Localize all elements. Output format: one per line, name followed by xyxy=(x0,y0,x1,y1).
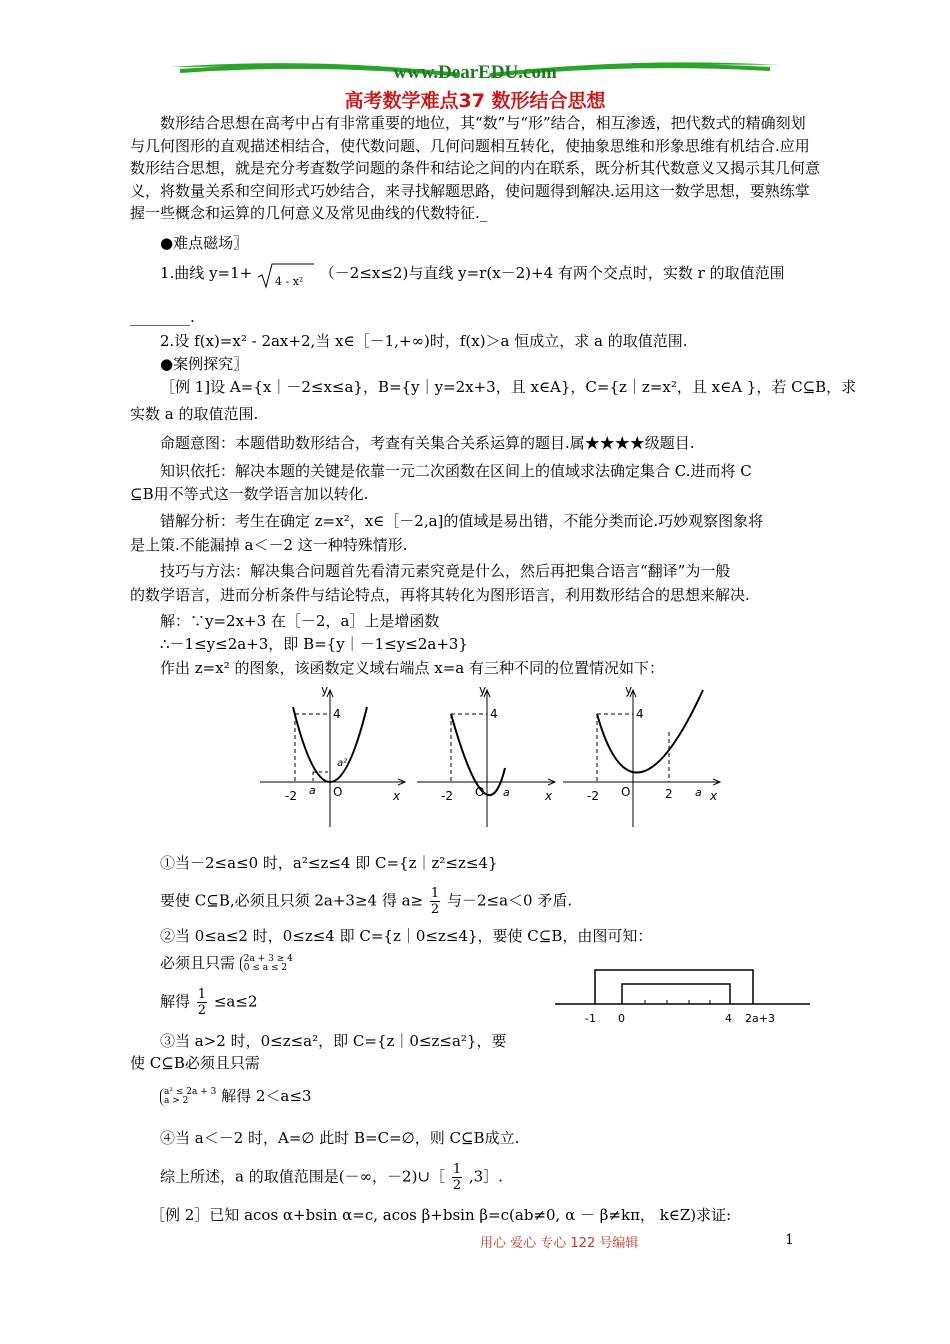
graph1-origin: O xyxy=(333,785,343,799)
case4-line: ④当 a＜－2 时，A=∅ 此时 B=C=∅，则 C⊆B成立. xyxy=(160,1129,520,1147)
example1-skill-1: 技巧与方法：解决集合问题首先看清元素究竟是什么，然后再把集合语言“翻译”为一般 xyxy=(160,562,731,580)
footer-text: 用心 爱心 专心 122 号编辑 xyxy=(480,1236,639,1251)
case1-line2-b: 与－2≤a＜0 矛盾. xyxy=(446,891,573,910)
solution-line-2: ∴－1≤y≤2a+3，即 B={y｜－1≤y≤2a+3} xyxy=(160,635,468,653)
fraction-denominator: 2 xyxy=(452,1178,462,1193)
graph3-origin: O xyxy=(621,785,631,799)
case2-line1: ②当 0≤a≤2 时，0≤z≤4 即 C={z｜0≤z≤4}，要使 C⊆B，由图可知： xyxy=(160,927,653,945)
case2-solve-label: 解得 xyxy=(160,992,191,1011)
graph-case-3 xyxy=(563,683,720,827)
graph3-label-a: a xyxy=(695,786,702,799)
graph2-label-a: a xyxy=(503,786,510,799)
graph1-tick-4: 4 xyxy=(333,707,341,721)
fraction-numerator: 1 xyxy=(197,987,207,1002)
graph2-tick-4: 4 xyxy=(490,707,498,721)
case3-line3 xyxy=(160,1085,311,1107)
question-2: 2.设 f(x)=x² - 2ax+2,当 x∈［－1,+∞)时，f(x)＞a 恒成立，求 a 的取值范围. xyxy=(160,332,688,350)
case2-line2 xyxy=(160,952,293,974)
graph2-parabola xyxy=(451,714,505,795)
graph3-tick-4: 4 xyxy=(636,707,644,721)
section-case-heading: ●案例探究〗 xyxy=(160,355,249,373)
example1-error-1: 错解分析：考生在确定 z=x²，x∈［－2,a]的值域是易出错，不能分类而论.巧妙观察图象将 xyxy=(160,512,764,530)
numberline-tick-0: 0 xyxy=(618,1012,625,1025)
interval-C-bracket xyxy=(622,984,730,1004)
case2-solve-result: ≤a≤2 xyxy=(213,992,258,1011)
graph3-y-label: y xyxy=(625,683,633,697)
page-title: 高考数学难点37 数形结合思想 xyxy=(344,90,606,112)
graph1-x-label: x xyxy=(393,789,401,803)
example1-intent: 命题意图：本题借助数形结合，考查有关集合关系运算的题目.属★★★★级题目. xyxy=(160,434,695,452)
fraction-numerator: 1 xyxy=(430,886,440,901)
case3-result: 解得 2＜a≤3 xyxy=(221,1087,312,1105)
case3-line1: ③当 a>2 时，0≤z≤a²，即 C={z｜0≤z≤a²}，要 xyxy=(160,1032,507,1050)
example1-line1: ［例 1]设 A={x｜－2≤x≤a}，B={y｜y=2x+3，且 x∈A}，C={z｜z=x²，且 x∈A }，若 C⊆B，求 xyxy=(160,378,857,396)
fraction-denominator: 2 xyxy=(197,1003,207,1018)
conclusion-a: 综上所述，a 的取值范围是(－∞，－2)∪［ xyxy=(160,1167,446,1186)
case2-system-row-1: 2a + 3 ≥ 4 xyxy=(243,954,293,964)
conclusion-line xyxy=(160,1162,503,1193)
graph1-y-label: y xyxy=(321,683,329,697)
graph2-x-label: x xyxy=(545,789,553,803)
graph1-label-a2: a² xyxy=(337,758,348,769)
case3-inequality-system xyxy=(160,1088,216,1106)
case2-system-row-2: 0 ≤ a ≤ 2 xyxy=(243,963,288,973)
solution-line-1: 解：∵y=2x+3 在［－2，a］上是增函数 xyxy=(160,612,440,630)
page-number: 1 xyxy=(785,1232,794,1248)
graph3-tick-2: 2 xyxy=(665,787,673,801)
graph3-x-label: x xyxy=(710,789,718,803)
example1-basis-2: ⊆B用不等式这一数学语言加以转化. xyxy=(130,485,369,503)
fraction-half xyxy=(197,987,207,1018)
example1-error-2: 是上策.不能漏掉 a＜－2 这一种特殊情形. xyxy=(130,536,408,554)
graph1-label-a: a xyxy=(309,784,316,797)
q1-answer-blank: ________. xyxy=(130,308,195,326)
parabola-graphs xyxy=(255,682,725,830)
sqrt-radicand: 4 - x² xyxy=(275,275,304,288)
question-1 xyxy=(160,262,785,288)
graph2-y-label: y xyxy=(479,683,487,697)
graph3-parabola xyxy=(597,690,703,773)
example1-basis-1: 知识依托：解决本题的关键是依靠一元二次函数在区间上的值域求法确定集合 C.进而将 C xyxy=(160,462,752,480)
example1-skill-2: 的数学语言，进而分析条件与结论特点，再将其转化为图形语言，利用数形结合的思想来解决. xyxy=(130,586,750,604)
numberline-tick-neg1: -1 xyxy=(585,1012,596,1025)
graph1-tick-neg2: -2 xyxy=(285,789,297,803)
graph3-tick-neg2: -2 xyxy=(587,789,599,803)
case3-system-row-1: a² ≤ 2a + 3 xyxy=(164,1087,217,1097)
numberline-tick-2a3: 2a+3 xyxy=(745,1012,775,1025)
number-line-diagram xyxy=(555,962,825,1026)
case1-line2 xyxy=(160,886,572,917)
graph-case-1 xyxy=(260,683,405,827)
case1-line2-a: 要使 C⊆B,必须且只须 2a+3≥4 得 a≥ xyxy=(160,891,424,910)
case2-need-label: 必须且只需 xyxy=(160,954,236,972)
fraction-numerator: 1 xyxy=(452,1162,462,1177)
graph2-origin: O xyxy=(475,785,485,799)
intro-paragraph: 数形结合思想在高考中占有非常重要的地位，其“数”与“形”结合，相互渗透，把代数式的精确刻划与几何图形的直观描述相结合，使代数问题、几何问题相互转化，使抽象思维和形象思维有机结合.应用数形结合思想，就是充分考查数学问题的条件和结论之间的内在联系，既分析其代数意义又揭示其几何意义，将数量关系和空间形式巧妙结合，来寻找解题思路，使问题得到解决.运用这一数学思想，要熟练掌握一些概念和运算的几何意义及常见曲线的代数特征._ xyxy=(130,114,821,222)
graph-case-2 xyxy=(417,683,555,827)
numberline-tick-4: 4 xyxy=(725,1012,732,1025)
site-url: www.DearEDU.com xyxy=(393,62,557,83)
fraction-half xyxy=(452,1162,462,1193)
case3-line2: 使 C⊆B必须且只需 xyxy=(130,1054,260,1072)
solution-line-3: 作出 z=x² 的图象，该函数定义域右端点 x=a 有三种不同的位置情况如下： xyxy=(160,659,664,677)
example2-line: ［例 2］已知 acos α+bsin α=c, acos β+bsin β=c(ab≠0, α － β≠kπ， k∈Z)求证: xyxy=(150,1206,732,1224)
q1-suffix: （－2≤x≤2)与直线 y=r(x－2)+4 有两个交点时，实数 r 的取值范围 xyxy=(319,264,785,282)
fraction-half xyxy=(430,886,440,917)
case3-system-row-2: a > 2 xyxy=(164,1096,189,1106)
case2-inequality-system xyxy=(240,955,293,973)
example1-line2: 实数 a 的取值范围. xyxy=(130,405,259,423)
case2-line3 xyxy=(160,987,257,1018)
conclusion-b: ,3］. xyxy=(468,1167,503,1186)
graph2-tick-neg2: -2 xyxy=(441,789,453,803)
q1-prefix: 1.曲线 y=1+ xyxy=(160,264,253,282)
case1-line1: ①当－2≤a≤0 时，a²≤z≤4 即 C={z｜z²≤z≤4} xyxy=(160,854,498,872)
fraction-denominator: 2 xyxy=(430,902,440,917)
sqrt-expression xyxy=(257,263,315,288)
section-difficulty-heading: ●难点磁场〗 xyxy=(160,234,249,252)
